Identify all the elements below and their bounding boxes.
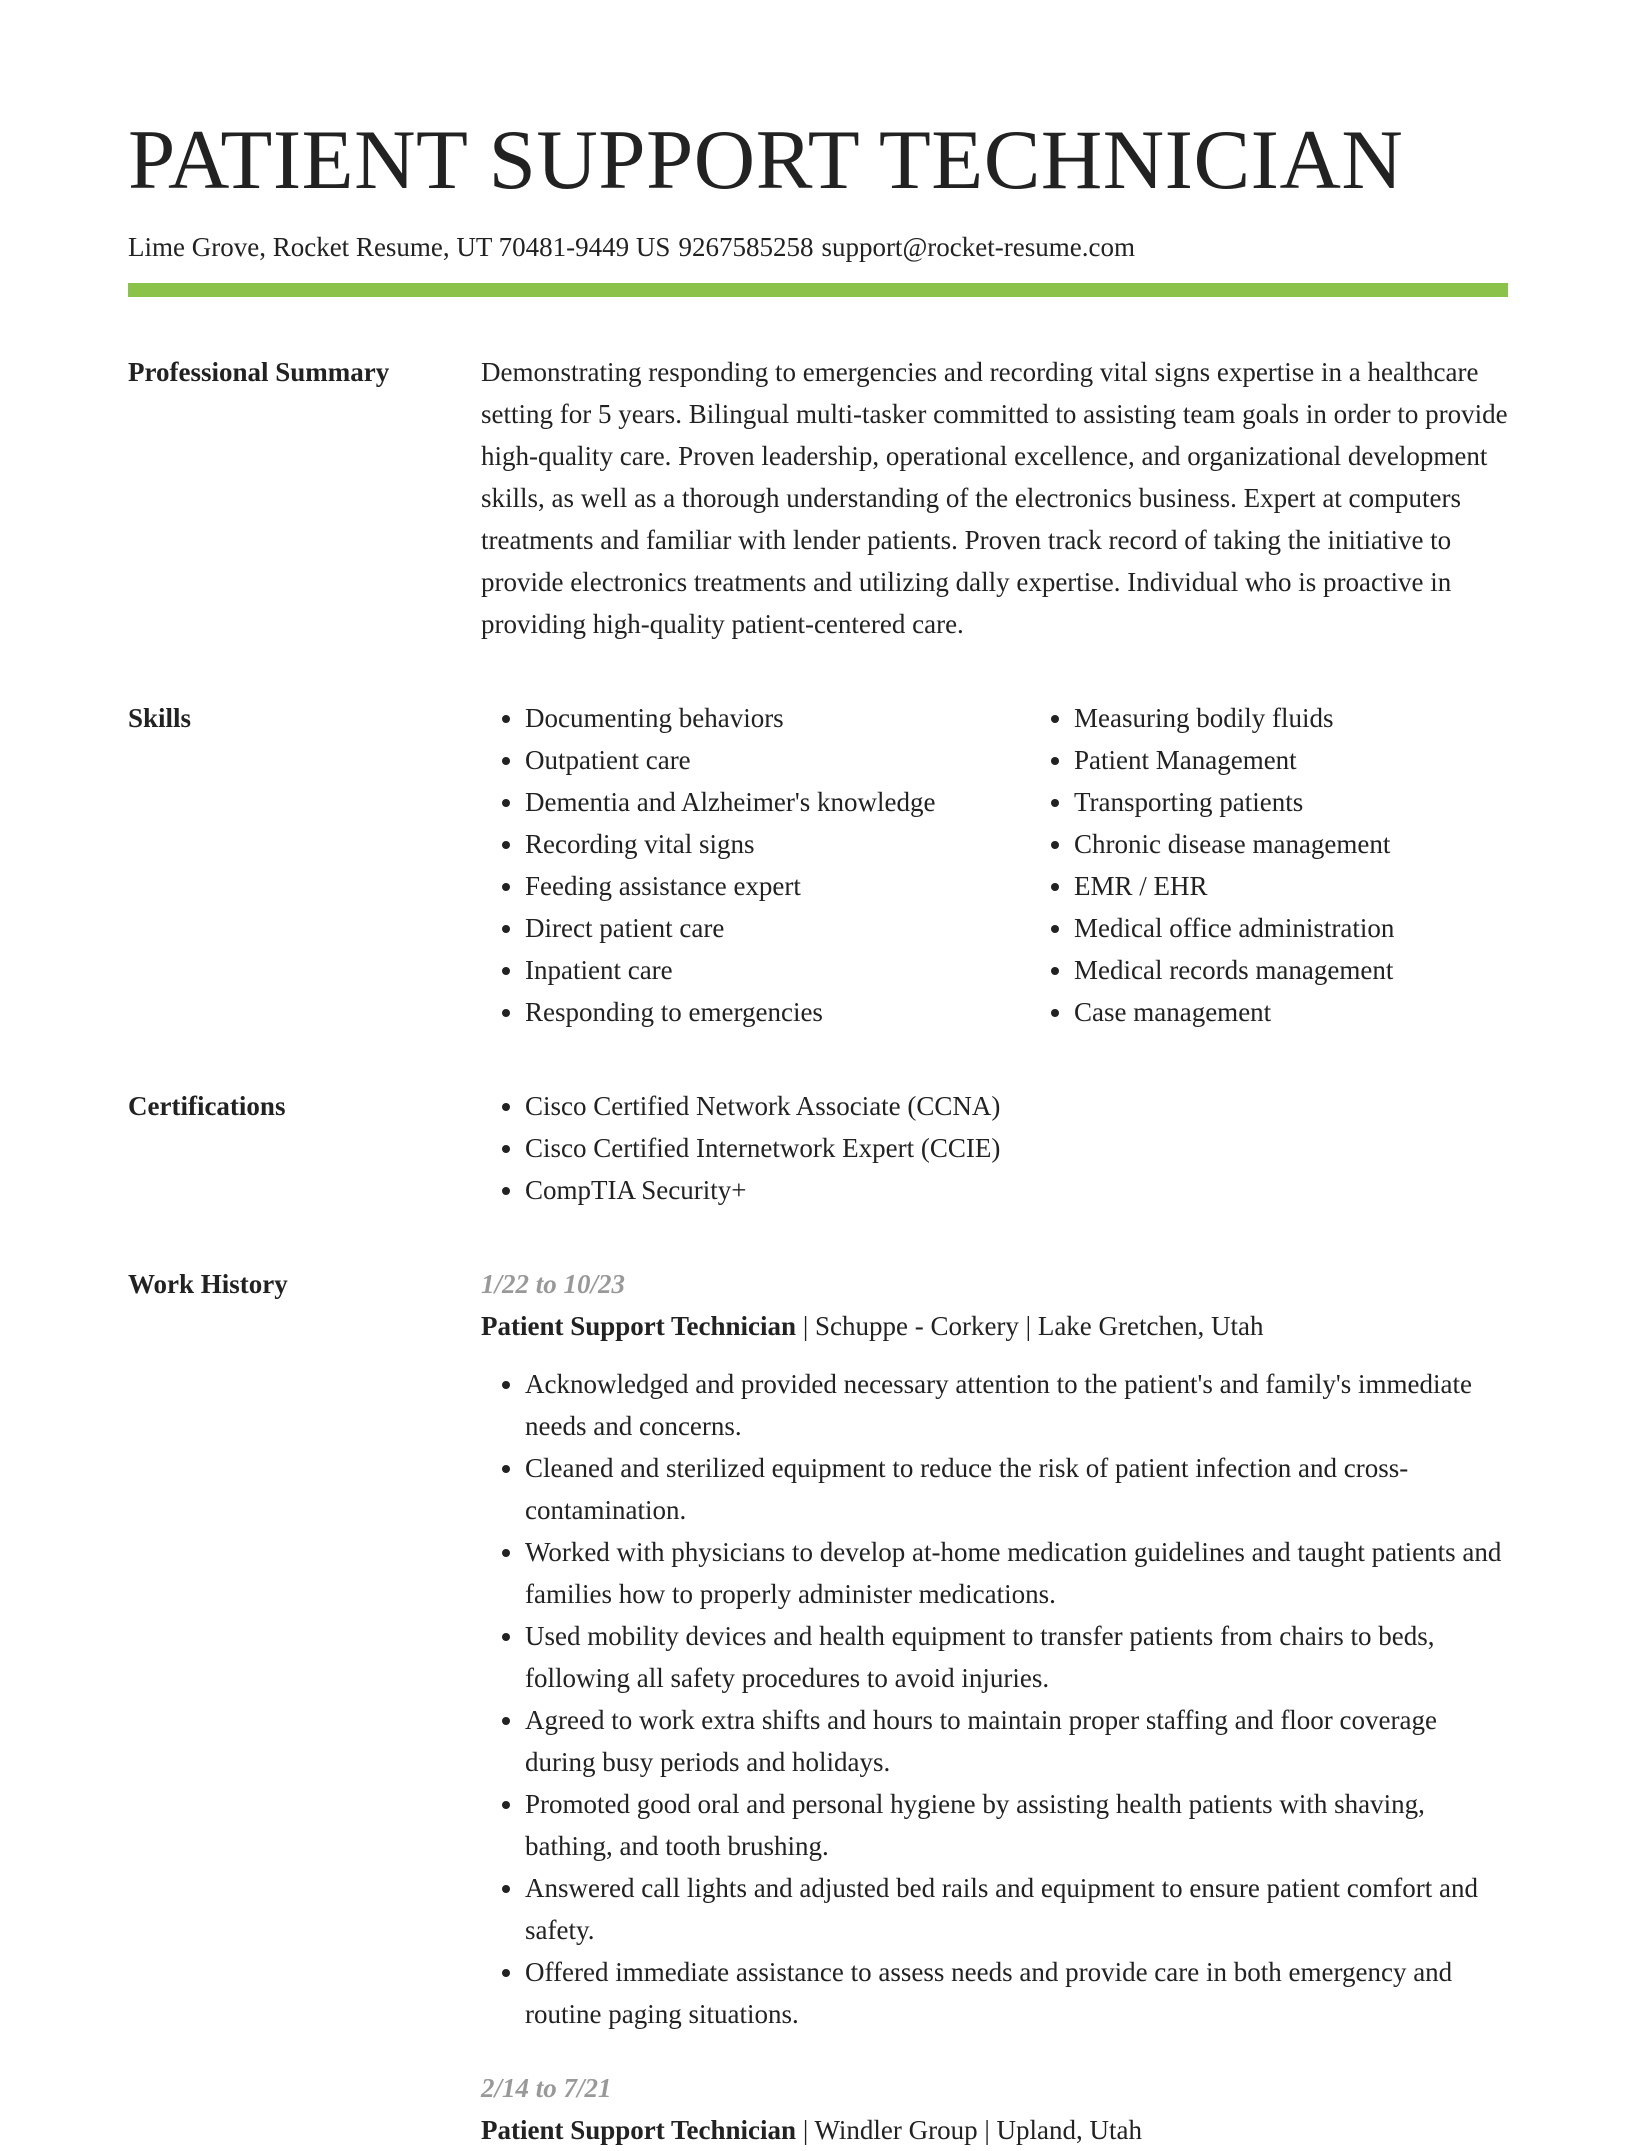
skill-item: • Case management bbox=[1074, 991, 1394, 1033]
job-bullet: • Answered call lights and adjusted bed rails and equipment to ensure patient comfort and safety. bbox=[525, 1867, 1508, 1951]
certification-item: • CompTIA Security+ bbox=[525, 1169, 1508, 1211]
job-bullet: • Promoted good oral and personal hygiene by assisting health patients with shaving, bathing, and tooth brushing. bbox=[525, 1783, 1508, 1867]
job-title: Patient Support Technician bbox=[481, 1311, 797, 1342]
skills-section bbox=[128, 697, 1508, 1033]
job-bullets bbox=[481, 1363, 1508, 2035]
skills-list bbox=[481, 697, 1508, 1033]
skill-item: • Inpatient care bbox=[525, 949, 1030, 991]
certification-item: • Cisco Certified Network Associate (CCNA) bbox=[525, 1085, 1508, 1127]
job-entry bbox=[481, 2067, 1508, 2151]
work-history-section bbox=[128, 1263, 1508, 2151]
job-bullet: • Worked with physicians to develop at-home medication guidelines and taught patients and families how to properly administer medications. bbox=[525, 1531, 1508, 1615]
skill-item: • Chronic disease management bbox=[1074, 823, 1394, 865]
job-bullet: • Used mobility devices and health equipment to transfer patients from chairs to beds, following all safety procedures to avoid injuries. bbox=[525, 1615, 1508, 1699]
job-details: | Windler Group | Upland, Utah bbox=[796, 2115, 1142, 2146]
skills-column-left bbox=[481, 697, 1030, 1033]
accent-divider bbox=[128, 283, 1508, 297]
skill-item: • Responding to emergencies bbox=[525, 991, 1030, 1033]
skill-item: • Medical office administration bbox=[1074, 907, 1394, 949]
skill-item: • Feeding assistance expert bbox=[525, 865, 1030, 907]
summary-text: Demonstrating responding to emergencies and recording vital signs expertise in a healthcare setting for 5 years. Bilingual multi-tasker committed to assisting team goals in order to provide high-quality care. Proven leadership, operational excellence, and organizational development skills, as well as a thorough understanding of the electronics business. Expert at computers treatments and familiar with lender patients. Proven track record of taking the initiative to provide electronics treatments and utilizing dally expertise. Individual who is proactive in providing high-quality patient-centered care. bbox=[481, 357, 1508, 640]
resume-name: PATIENT SUPPORT TECHNICIAN bbox=[128, 113, 1404, 207]
job-dates: 1/22 to 10/23 bbox=[481, 1269, 626, 1300]
job-dates: 2/14 to 7/21 bbox=[481, 2073, 612, 2104]
job-details: | Schuppe - Corkery | Lake Gretchen, Utah bbox=[796, 1311, 1264, 1342]
summary-section bbox=[128, 351, 1508, 645]
contact-phone: 9267585258 bbox=[678, 232, 814, 262]
skill-item: • Transporting patients bbox=[1074, 781, 1394, 823]
skill-item: • Outpatient care bbox=[525, 739, 1030, 781]
work-history-body bbox=[481, 1263, 1508, 2151]
skill-item: • Patient Management bbox=[1074, 739, 1394, 781]
skills-heading: Skills bbox=[128, 703, 192, 734]
skill-item: • Documenting behaviors bbox=[525, 697, 1030, 739]
skill-item: • EMR / EHR bbox=[1074, 865, 1394, 907]
certifications-list bbox=[481, 1085, 1508, 1211]
contact-email: support@rocket-resume.com bbox=[821, 232, 1135, 262]
skill-item: • Measuring bodily fluids bbox=[1074, 697, 1394, 739]
job-entry bbox=[481, 1263, 1508, 2035]
resume-page bbox=[128, 113, 1508, 2151]
skill-item: • Direct patient care bbox=[525, 907, 1030, 949]
job-bullet: • Agreed to work extra shifts and hours to maintain proper staffing and floor coverage during busy periods and holidays. bbox=[525, 1699, 1508, 1783]
job-title: Patient Support Technician bbox=[481, 2115, 797, 2146]
skill-item: • Dementia and Alzheimer's knowledge bbox=[525, 781, 1030, 823]
skill-item: • Recording vital signs bbox=[525, 823, 1030, 865]
summary-heading: Professional Summary bbox=[128, 357, 390, 388]
job-bullet: • Offered immediate assistance to assess needs and provide care in both emergency and routine paging situations. bbox=[525, 1951, 1508, 2035]
certifications-heading: Certifications bbox=[128, 1091, 286, 1122]
job-heading bbox=[481, 1305, 1508, 1347]
certifications-section bbox=[128, 1085, 1508, 1211]
job-bullet: • Cleaned and sterilized equipment to reduce the risk of patient infection and cross-contamination. bbox=[525, 1447, 1508, 1531]
work-history-heading: Work History bbox=[128, 1269, 288, 1300]
job-heading bbox=[481, 2109, 1508, 2151]
contact-address: Lime Grove, Rocket Resume, UT 70481-9449 US bbox=[128, 232, 671, 262]
skills-column-right bbox=[1030, 697, 1394, 1033]
skill-item: • Medical records management bbox=[1074, 949, 1394, 991]
job-bullet: • Acknowledged and provided necessary attention to the patient's and family's immediate needs and concerns. bbox=[525, 1363, 1508, 1447]
contact-line bbox=[128, 231, 1508, 263]
certification-item: • Cisco Certified Internetwork Expert (CCIE) bbox=[525, 1127, 1508, 1169]
